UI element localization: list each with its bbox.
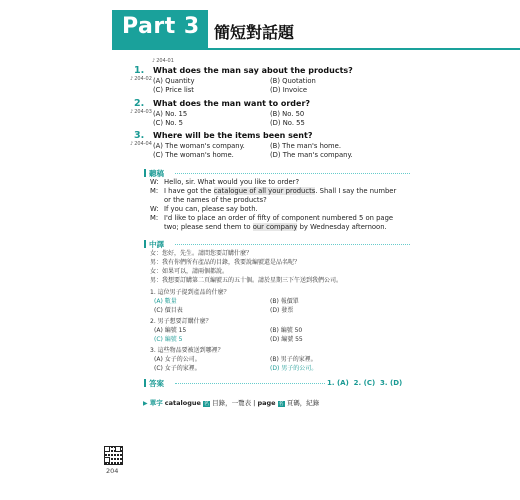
dialogue-line: If you can, please say both. (164, 205, 258, 213)
vocab-separator: | (253, 399, 256, 407)
vocab-definition: 目錄，一覽表 (212, 399, 252, 407)
dotted-divider (175, 383, 325, 384)
dialogue-line (164, 223, 387, 232)
section-marker (144, 240, 146, 248)
option: (C) Price list (153, 86, 194, 94)
highlighted-phrase: catalogue of all your products (213, 187, 316, 195)
transcript-heading: 聽稿 (149, 169, 164, 178)
answer-key: 1. (A) 2. (C) 3. (D) (327, 379, 403, 387)
translation-option-correct: (C) 編號 5 (154, 336, 183, 343)
question-number: 3. (134, 130, 145, 141)
option: (C) No. 5 (153, 119, 183, 127)
qr-finder-pattern (104, 446, 110, 452)
translation-option: (B) 報價單 (270, 298, 299, 305)
arrow-icon: ▶ (143, 400, 148, 407)
option: (C) The woman's home. (153, 151, 234, 159)
highlighted-phrase: our company (252, 223, 298, 231)
question-number: 2. (134, 98, 145, 109)
translation-line: 女：您好，先生。請問您要訂購什麼？ (150, 250, 253, 257)
dialogue-line: or the names of the products? (164, 196, 267, 204)
translation-option: (B) 男子的家裡。 (270, 356, 317, 363)
vocab-definition: 頁碼，紀錄 (286, 399, 320, 407)
vocabulary-line (143, 398, 319, 407)
answers-heading: 答案 (149, 379, 164, 388)
translation-question: 2. 男子想要訂購什麼？ (150, 318, 212, 325)
dotted-divider (175, 244, 410, 245)
audio-track-label: ♪ 204-01 (152, 58, 174, 64)
audio-track-label: ♪ 204-04 (130, 141, 152, 147)
translation-line: 女：如果可以，請兩個都說。 (150, 268, 229, 275)
dialogue-line (164, 187, 396, 196)
translation-option: (D) 編號 55 (270, 336, 303, 343)
translation-option: (C) 女子的家裡。 (154, 365, 201, 372)
translation-heading: 中譯 (149, 240, 164, 249)
audio-track-label: ♪ 204-02 (130, 76, 152, 82)
translation-line: 男：我想要訂購第二頁編號五的五十個。請於星期三下午送到我們公司。 (150, 277, 343, 284)
dialogue-speaker: W: (150, 205, 159, 213)
dialogue-text: . Shall I say the number (315, 187, 397, 195)
option: (B) Quotation (270, 77, 316, 85)
option: (A) No. 15 (153, 110, 188, 118)
question-text: Where will be the items been sent? (153, 131, 313, 140)
dotted-divider (175, 173, 410, 174)
option: (D) The man's company. (270, 151, 353, 159)
dialogue-line: I'd like to place an order of fifty of component numbered 5 on page (164, 214, 394, 222)
translation-option-correct: (D) 男子的公司。 (270, 365, 318, 372)
vocab-word: page (257, 399, 276, 407)
dialogue-text: by Wednesday afternoon. (297, 223, 387, 231)
part-of-speech-badge: 名 (203, 401, 209, 407)
option: (D) Invoice (270, 86, 307, 94)
question-text: What does the man say about the products? (153, 66, 353, 75)
translation-option: (B) 編號 50 (270, 327, 303, 334)
dialogue-text: I have got the (164, 187, 214, 195)
part-label: Part 3 (122, 14, 200, 39)
option: (A) Quantity (153, 77, 195, 85)
vocab-word: catalogue (164, 399, 201, 407)
dialogue-text: two; please send them to (164, 223, 253, 231)
option: (B) The man's home. (270, 142, 342, 150)
section-title: 簡短對話題 (214, 23, 295, 42)
section-marker (144, 379, 146, 387)
translation-option: (C) 價目表 (154, 307, 183, 314)
question-number: 1. (134, 65, 145, 76)
page-number: 204 (106, 467, 119, 475)
section-marker (144, 169, 146, 177)
header-divider (112, 48, 520, 50)
option: (D) No. 55 (270, 119, 305, 127)
part-of-speech-badge: 名 (278, 401, 284, 407)
translation-option-correct: (A) 數量 (154, 298, 177, 305)
translation-option: (A) 女子的公司。 (154, 356, 201, 363)
dialogue-line: Hello, sir. What would you like to order? (164, 178, 300, 186)
question-text: What does the man want to order? (153, 99, 311, 108)
vocab-label: 單字 (149, 399, 163, 407)
translation-line: 男：我有你們所有產品的目錄，我要說編號還是品名呢？ (150, 259, 301, 266)
qr-finder-pattern (104, 457, 110, 463)
qr-finder-pattern (115, 446, 121, 452)
dialogue-speaker: M: (150, 214, 159, 222)
translation-option: (A) 編號 15 (154, 327, 187, 334)
translation-question: 3. 這些物品要被送到哪裡？ (150, 347, 224, 354)
option: (B) No. 50 (270, 110, 305, 118)
dialogue-speaker: M: (150, 187, 159, 195)
option: (A) The woman's company. (153, 142, 245, 150)
translation-option: (D) 發票 (270, 307, 294, 314)
audio-track-label: ♪ 204-03 (130, 109, 152, 115)
dialogue-speaker: W: (150, 178, 159, 186)
translation-question: 1. 這位男子提到產品的什麼？ (150, 289, 230, 296)
